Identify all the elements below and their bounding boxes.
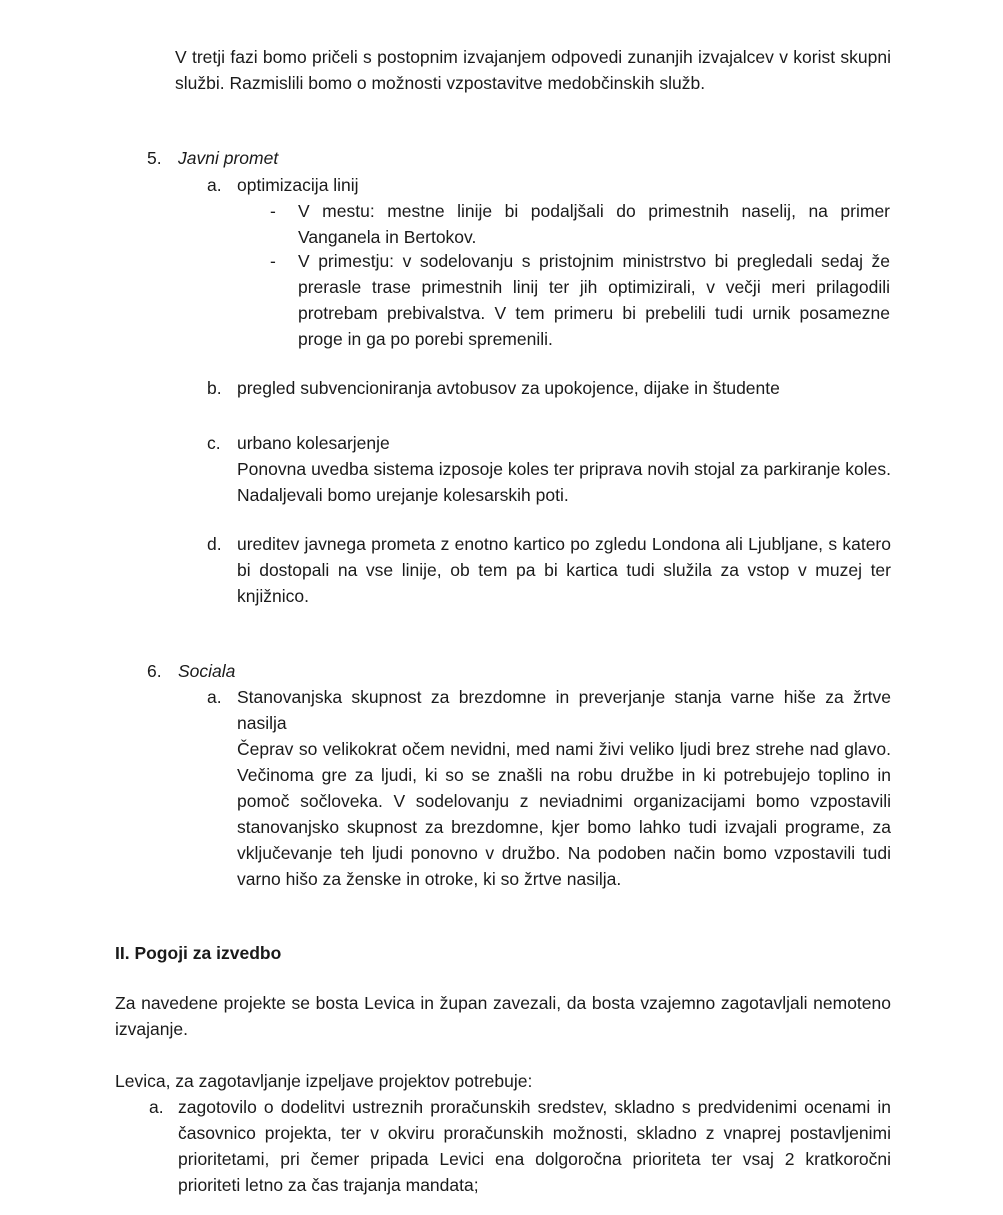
section-5-item-a-marker: a. (207, 175, 222, 195)
section-5-item-d-text: ureditev javnega prometa z enotno kartico po zgledu Londona ali Ljubljane, s katero bi dostopali na vse linije, ob tem pa bi kartica tudi služila za vstop v muzej ter knjižnico. (237, 534, 891, 606)
section-ii-item-a-text: zagotovilo o dodelitvi ustreznih proračunskih sredstev, skladno s predvidenimi ocenami in časovnico projekta, ter v okviru proračunskih možnosti, skladno z vnaprej postavljenimi prioritetami, pri čemer pripada Levici ena dolgoročna prioriteta ter vsaj 2 kratkoročni prioriteti letno za čas trajanja mandata; (178, 1097, 891, 1195)
section-ii-item-a-marker: a. (149, 1097, 164, 1117)
intro-paragraph: V tretji fazi bomo pričeli s postopnim izvajanjem odpovedi zunanjih izvajalcev v korist skupni službi. Razmislili bomo o možnosti vzpostavitve medobčinskih služb. (175, 47, 891, 93)
section-5-item-b-marker: b. (207, 378, 222, 398)
bullet-text-mestu: V mestu: mestne linije bi podaljšali do primestnih naselij, na primer Vanganela in Bertokov. (298, 201, 890, 247)
section-5-item-c-text: Ponovna uvedba sistema izposoje koles ter priprava novih stojal za parkiranje koles. Nadaljevali bomo urejanje kolesarskih poti. (237, 459, 891, 505)
section-6-item-a-title: Stanovanjska skupnost za brezdomne in preverjanje stanja varne hiše za žrtve nasilja (237, 687, 891, 733)
section-ii-heading: II. Pogoji za izvedbo (115, 943, 282, 963)
section-5-title: Javni promet (178, 148, 279, 168)
section-6-item-a-marker: a. (207, 687, 222, 707)
bullet-dash: - (270, 201, 276, 221)
section-6-number: 6. (147, 661, 162, 681)
section-5-item-d-marker: d. (207, 534, 222, 554)
section-6-item-a-text: Čeprav so velikokrat očem nevidni, med nami živi veliko ljudi brez strehe nad glavo. Večinoma gre za ljudi, ki so se znašli na robu družbe in ki potrebujejo toplino in pomoč sočloveka. V sodelovanju z neviadnimi organizacijami bomo vzpostavili stanovanjsko skupnost za brezdomne, kjer bomo lahko tudi izvajali programe, za vključevanje teh ljudi ponovno v družbo. Na podoben način bomo vzpostavili tudi varno hišo za ženske in otroke, ki so žrtve nasilja. (237, 739, 891, 889)
section-5-number: 5. (147, 148, 162, 168)
section-5-item-b-text: pregled subvencioniranja avtobusov za upokojence, dijake in študente (237, 378, 780, 398)
bullet-dash: - (270, 251, 276, 271)
section-6-title: Sociala (178, 661, 236, 681)
section-5-item-c-title: urbano kolesarjenje (237, 433, 390, 453)
bullet-text-primestju: V primestju: v sodelovanju s pristojnim ministrstvo bi pregledali sedaj že prerasle trase primestnih linij ter jih optimizirali, v večji meri prilagodili protrebam prebivalstva. V tem primeru bi prebelili tudi urnik posamezne proge in ga po porebi spremenili. (298, 251, 890, 349)
section-ii-lead: Levica, za zagotavljanje izpeljave projektov potrebuje: (115, 1071, 533, 1091)
section-5-item-a-title: optimizacija linij (237, 175, 359, 195)
section-ii-paragraph: Za navedene projekte se bosta Levica in župan zavezali, da bosta vzajemno zagotavljali nemoteno izvajanje. (115, 993, 891, 1039)
section-5-item-c-marker: c. (207, 433, 221, 453)
